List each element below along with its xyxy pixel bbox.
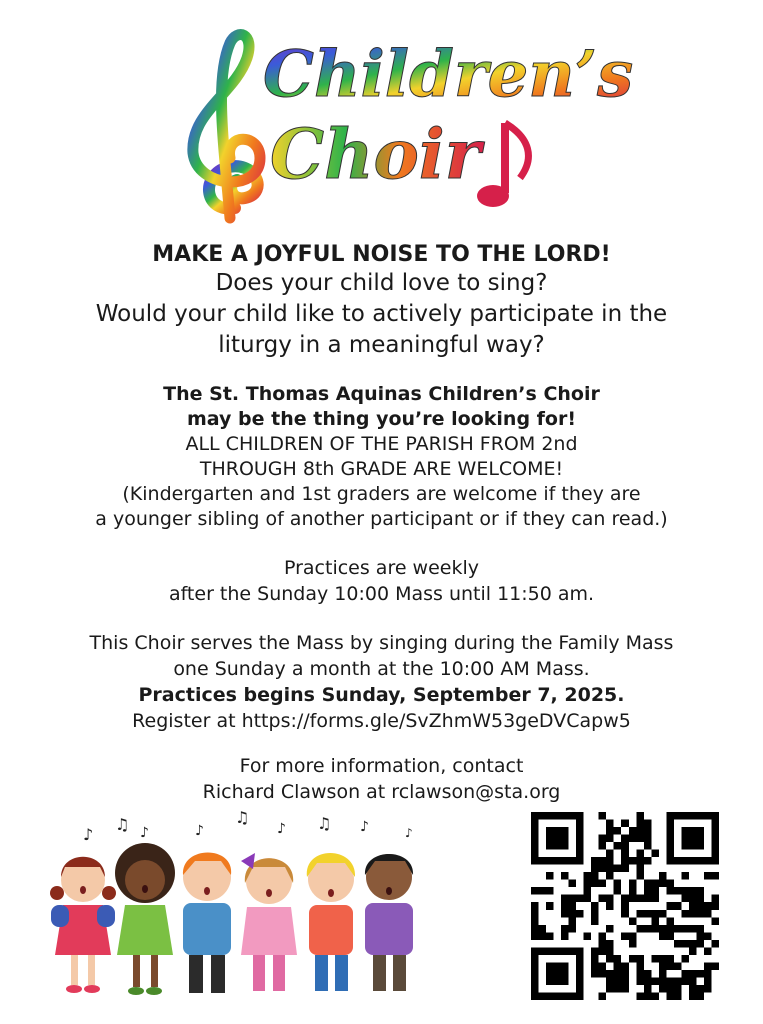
register-link[interactable]: Register at https://forms.gle/SvZhmW53geDVCapw5 bbox=[132, 710, 631, 732]
svg-text:♪: ♪ bbox=[277, 821, 286, 837]
service-line-2: one Sunday a month at the 10:00 AM Mass. bbox=[173, 658, 590, 680]
practice-line-1: Practices are weekly bbox=[283, 557, 480, 579]
contact-line-1: For more information, contact bbox=[239, 755, 524, 777]
eligibility-note-1: (Kindergarten and 1st graders are welcome if they are bbox=[122, 483, 641, 505]
intro-line-1: Does your child love to sing? bbox=[215, 270, 548, 296]
contact-email[interactable]: Richard Clawson at rclawson@sta.org bbox=[202, 781, 561, 803]
child-figure bbox=[115, 843, 175, 995]
headline: MAKE A JOYFUL NOISE TO THE LORD! bbox=[152, 242, 611, 267]
logo-title-line2: Choir bbox=[270, 115, 481, 195]
svg-text:♫: ♫ bbox=[235, 808, 250, 827]
music-note-icon bbox=[477, 123, 528, 207]
practice-line-2: after the Sunday 10:00 Mass until 11:50 am. bbox=[168, 583, 595, 605]
svg-text:♫: ♫ bbox=[317, 814, 332, 833]
headline-block bbox=[0, 240, 763, 270]
child-figure bbox=[183, 853, 231, 994]
intro-block bbox=[0, 268, 763, 361]
start-date-line: Practices begins Sunday, September 7, 2025. bbox=[138, 684, 625, 706]
treble-clef-icon bbox=[193, 35, 260, 218]
singing-children-illustration bbox=[45, 805, 420, 1005]
practice-block bbox=[0, 555, 763, 607]
intro-line-3: liturgy in a meaningful way? bbox=[218, 332, 545, 358]
contact-block bbox=[0, 753, 763, 805]
choir-name-line: The St. Thomas Aquinas Children’s Choir bbox=[163, 383, 600, 405]
child-figure bbox=[365, 854, 413, 991]
svg-text:♫: ♫ bbox=[115, 815, 130, 834]
svg-text:♪: ♪ bbox=[360, 819, 369, 835]
qr-code[interactable] bbox=[531, 812, 719, 1000]
service-block bbox=[0, 630, 763, 734]
music-notes-icon bbox=[83, 808, 413, 844]
svg-text:♪: ♪ bbox=[83, 825, 94, 844]
svg-text:♪: ♪ bbox=[140, 825, 149, 841]
choir-tagline: may be the thing you’re looking for! bbox=[186, 408, 577, 430]
eligibility-line-1: ALL CHILDREN OF THE PARISH FROM 2nd bbox=[185, 433, 578, 455]
choir-description-block bbox=[0, 382, 763, 532]
logo-title-line1: Children’s bbox=[263, 37, 634, 112]
eligibility-line-2: THROUGH 8th GRADE ARE WELCOME! bbox=[199, 458, 564, 480]
service-line-1: This Choir serves the Mass by singing during the Family Mass bbox=[89, 632, 674, 654]
child-figure bbox=[50, 857, 116, 993]
child-figure bbox=[307, 853, 355, 991]
intro-line-2: Would your child like to actively participate in the bbox=[95, 301, 668, 327]
eligibility-note-2: a younger sibling of another participant or if they can read.) bbox=[95, 508, 668, 530]
childrens-choir-logo bbox=[175, 18, 634, 228]
svg-text:♪: ♪ bbox=[195, 823, 204, 839]
svg-text:♪: ♪ bbox=[405, 826, 413, 840]
child-figure bbox=[241, 853, 297, 991]
